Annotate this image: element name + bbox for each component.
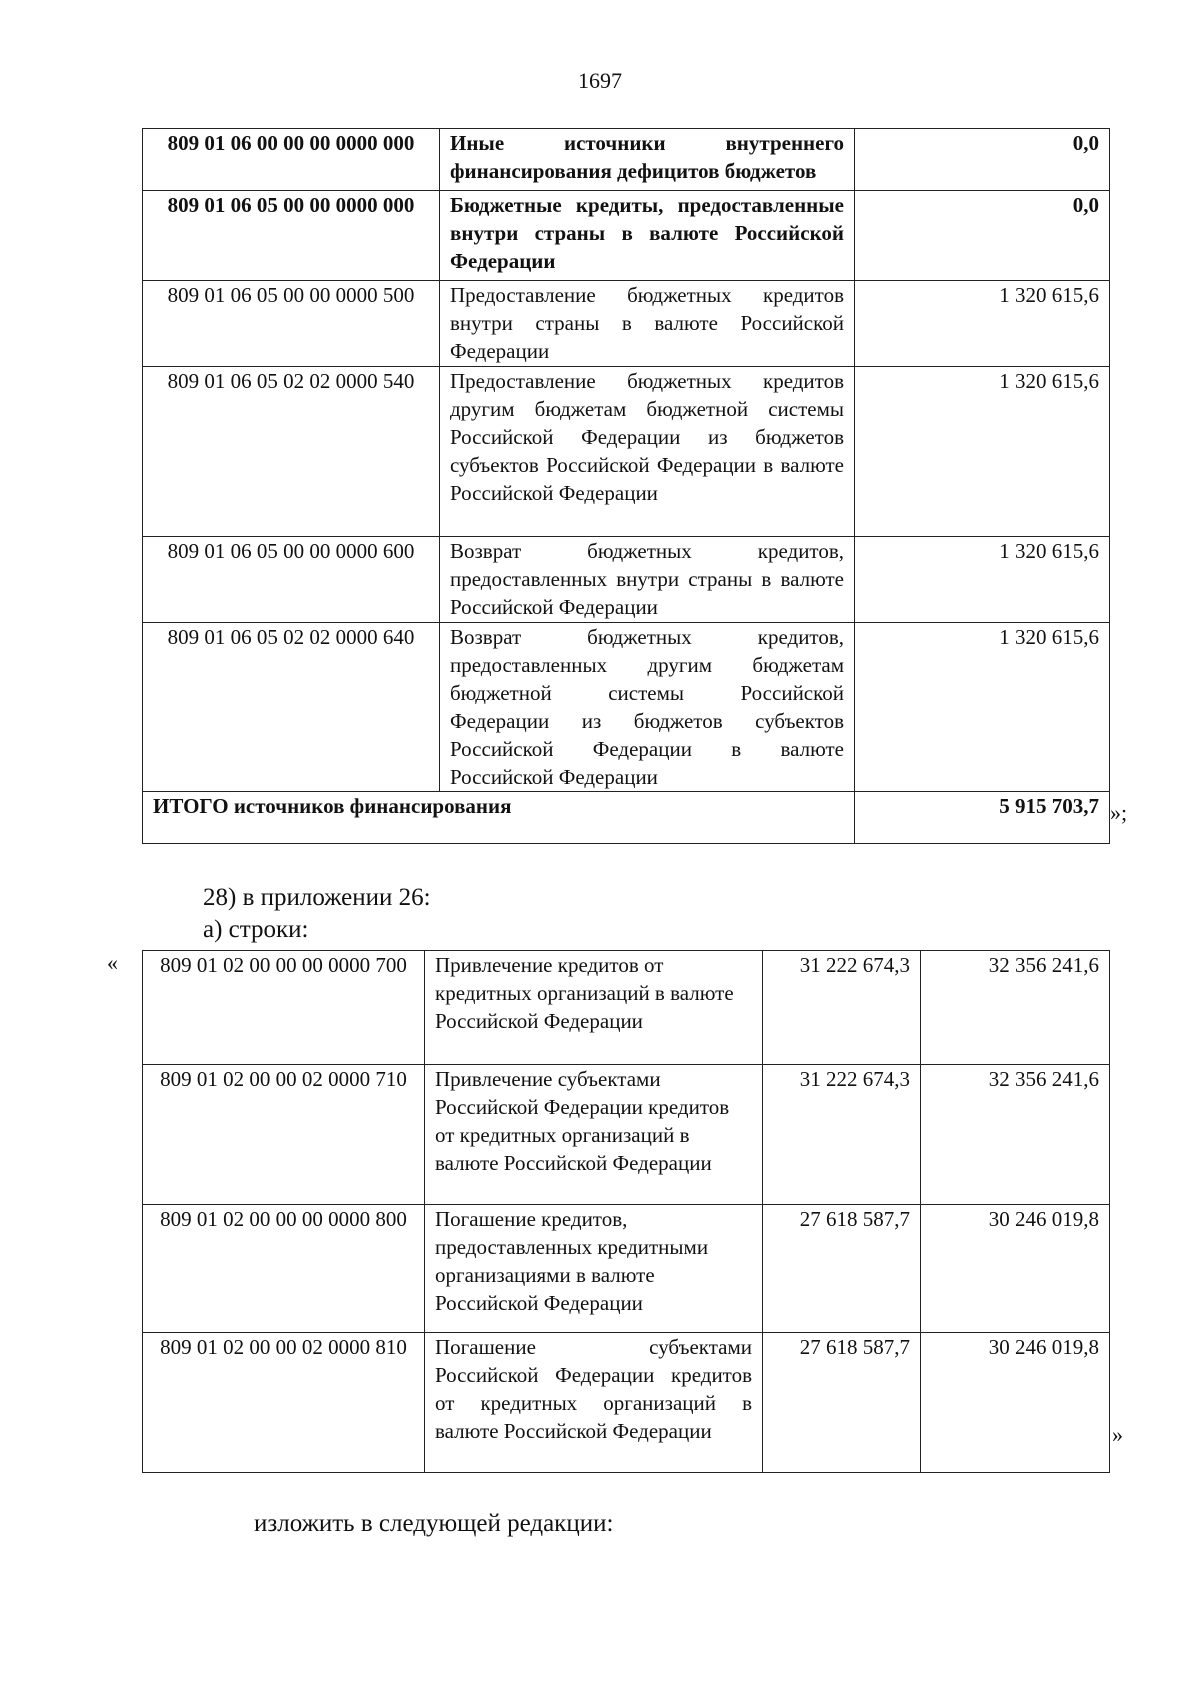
- row-value-2: 32 356 241,6: [921, 1065, 1110, 1205]
- row-value-1: 27 618 587,7: [763, 1333, 921, 1473]
- row-name: Привлечение кредитов от кредитных организаций в валюте Российской Федерации: [425, 951, 763, 1065]
- row-value-2: 30 246 019,8: [921, 1333, 1110, 1473]
- sources-table: [142, 128, 1110, 844]
- row-name: Погашение субъектами Российской Федерации кредитов от кредитных организаций в валюте Российской Федерации: [425, 1333, 763, 1473]
- row-value-2: 32 356 241,6: [921, 951, 1110, 1065]
- table-row: [143, 367, 1110, 537]
- row-code: 809 01 06 05 02 02 0000 640: [143, 623, 440, 792]
- row-value-1: 31 222 674,3: [763, 1065, 921, 1205]
- closing-quote-2: »: [1112, 1422, 1123, 1447]
- row-value-1: 27 618 587,7: [763, 1205, 921, 1333]
- row-value: 1 320 615,6: [855, 537, 1110, 623]
- table-row: [143, 1205, 1110, 1333]
- table-row: [143, 537, 1110, 623]
- row-code: 809 01 06 00 00 00 0000 000: [143, 129, 440, 191]
- closing-quote-1: »;: [1110, 800, 1128, 825]
- credits-table: [142, 950, 1110, 1473]
- row-code: 809 01 06 05 00 00 0000 600: [143, 537, 440, 623]
- row-code: 809 01 02 00 00 00 0000 700: [143, 951, 425, 1065]
- subsection-heading: а) строки:: [203, 916, 309, 943]
- row-value-2: 30 246 019,8: [921, 1205, 1110, 1333]
- row-name: Возврат бюджетных кредитов, предоставленных другим бюджетам бюджетной системы Российской Федерации из бюджетов субъектов Российской Федерации в валюте Российской Федерации: [440, 623, 855, 792]
- table-row: [143, 951, 1110, 1065]
- section-heading: 28) в приложении 26:: [203, 884, 431, 911]
- row-code: 809 01 02 00 00 02 0000 810: [143, 1333, 425, 1473]
- total-label: ИТОГО источников финансирования: [143, 792, 855, 844]
- row-name: Возврат бюджетных кредитов, предоставленных внутри страны в валюте Российской Федерации: [440, 537, 855, 623]
- table-row: [143, 129, 1110, 191]
- total-row: [143, 792, 1110, 844]
- total-value: 5 915 703,7: [855, 792, 1110, 844]
- row-code: 809 01 02 00 00 02 0000 710: [143, 1065, 425, 1205]
- table-row: [143, 623, 1110, 792]
- opening-quote: «: [107, 950, 118, 975]
- final-text: изложить в следующей редакции:: [254, 1510, 614, 1537]
- row-value: 0,0: [855, 191, 1110, 281]
- row-code: 809 01 02 00 00 00 0000 800: [143, 1205, 425, 1333]
- row-name: Предоставление бюджетных кредитов другим бюджетам бюджетной системы Российской Федерации из бюджетов субъектов Российской Федерации в валюте Российской Федерации: [440, 367, 855, 537]
- row-code: 809 01 06 05 02 02 0000 540: [143, 367, 440, 537]
- row-value: 1 320 615,6: [855, 367, 1110, 537]
- row-name: Погашение кредитов, предоставленных кредитными организациями в валюте Российской Федерации: [425, 1205, 763, 1333]
- row-value-1: 31 222 674,3: [763, 951, 921, 1065]
- table-row: [143, 191, 1110, 281]
- page-number: 1697: [578, 68, 622, 93]
- table-row: [143, 1065, 1110, 1205]
- row-name: Бюджетные кредиты, предоставленные внутри страны в валюте Российской Федерации: [440, 191, 855, 281]
- row-code: 809 01 06 05 00 00 0000 500: [143, 281, 440, 367]
- table-row: [143, 281, 1110, 367]
- row-code: 809 01 06 05 00 00 0000 000: [143, 191, 440, 281]
- row-value: 1 320 615,6: [855, 281, 1110, 367]
- row-value: 0,0: [855, 129, 1110, 191]
- row-name: Предоставление бюджетных кредитов внутри страны в валюте Российской Федерации: [440, 281, 855, 367]
- row-name: Иные источники внутреннего финансирования дефицитов бюджетов: [440, 129, 855, 191]
- table-row: [143, 1333, 1110, 1473]
- row-name: Привлечение субъектами Российской Федерации кредитов от кредитных организаций в валюте Российской Федерации: [425, 1065, 763, 1205]
- row-value: 1 320 615,6: [855, 623, 1110, 792]
